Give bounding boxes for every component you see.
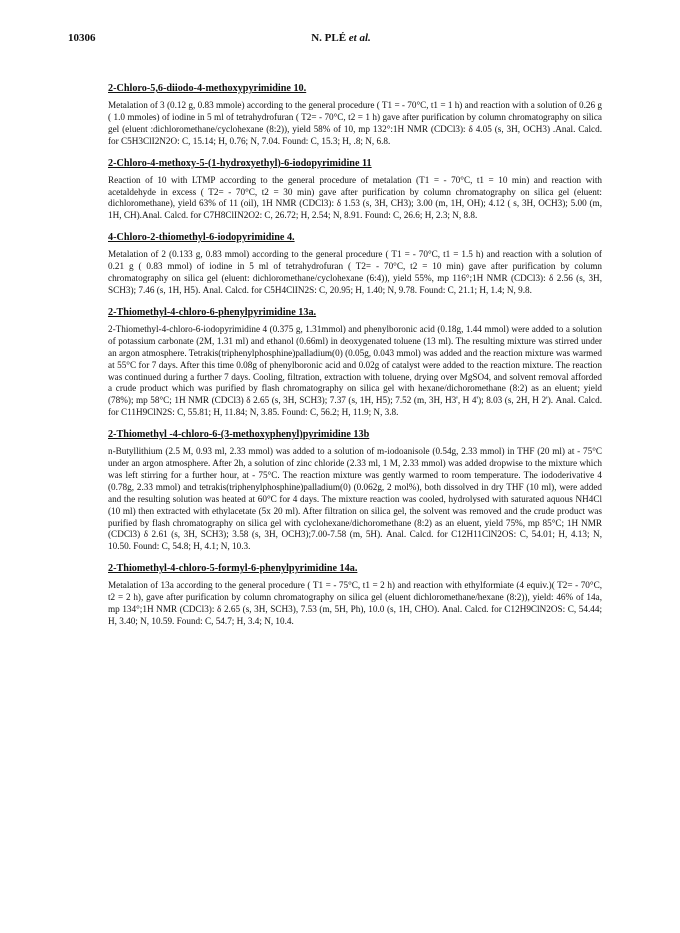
- compound-section: [108, 157, 602, 223]
- experimental-content: [108, 82, 602, 637]
- compound-section: [108, 306, 602, 419]
- section-body: Metalation of 13a according to the general procedure ( T1 = - 75°C, t1 = 2 h) and reaction with ethylformiate (4 equiv.)( T2= - 70°C, t2 = 2 h), gave after purification by column chromatography on silica gel (eluent dichloromethane/hexane (8:2)), yield: 46% of 14a, mp 134°;1H NMR (CDCl3): δ 2.65 (s, 3H, SCH3), 7.53 (m, 5H, Ph), 10.0 (s, 1H, CHO). Anal. Calcd. for C12H9ClN2OS: C, 54.44; H, 3.40; N, 10.59. Found: C, 54.7; H, 3.4; N, 10.4.: [108, 580, 602, 626]
- page-header: [68, 32, 614, 50]
- section-body: n-Butyllithium (2.5 M, 0.93 ml, 2.33 mmol) was added to a solution of m-iodoanisole (0.54g, 2.33 mmol) in THF (20 ml) at - 75°C under an argon atmosphere. After 2h, a solution of zinc chloride (2.33 ml, 1 M, 2.33 mmol) was added dropwise to the mixture which was left stirring for a further hour, at - 75°C. The reaction mixture was gently warmed to room temperature. The iododerivative 4 (0.78g, 2.33 mmol) and tetrakis(triphenylphosphine)palladium(0) (0.062g, 2 mol%), both dissolved in dry THF (10 ml), were added and the resulting solution was heated at 60°C for 4 days. The mixture reaction was cooled, hydrolysed with saturated aquous NH4Cl (10 ml) then extracted with ethylacetate (5x 20 ml). After filtration on silica gel, the solvent was removed and the crude product was purified by flash chromatography on silica gel with cyclohexane/dichoromethane (8:2) as an eluent, yield 75%, mp 85°C; 1H NMR (CDCl3) δ 2.61 (s, 3H, SCH3); 3.58 (s, 3H, OCH3);7.00-7.58 (m, 5H). Anal. Calcd. for C12H11ClN2OS: C, 54.01; H, 4.13; N, 10.50. Found: C, 54.8; H, 4.1; N, 10.3.: [108, 446, 602, 552]
- section-body: Metalation of 2 (0.133 g, 0.83 mmol) according to the general procedure ( T1 = - 70°C, t1 = 1.5 h) and reaction with a solution of 0.21 g ( 0.83 mmol) of iodine in 5 ml of tetrahydrofuran ( T2= - 70°C, t2 = 10 min) gave after purification by column chromatography on silica gel (eluent: dichloromethane/cyclohexane (6:4)), yield 55%, mp 116°;1H NMR (CDCl3): δ 2.56 (s, 3H, SCH3); 7.46 (s, 1H, H5). Anal. Calcd. for C5H4ClIN2S: C, 20.95; H, 1.40; N, 9.78. Found: C, 21.1; H, 1.4; N, 9.8.: [108, 249, 602, 295]
- section-title: 4-Chloro-2-thiomethyl-6-iodopyrimidine 4.: [108, 232, 295, 244]
- section-body: 2-Thiomethyl-4-chloro-6-iodopyrimidine 4 (0.375 g, 1.31mmol) and phenylboronic acid (0.18g, 1.44 mmol) were added to a solution of potassium carbonate (2M, 1.31 ml) and ethanol (0.66ml) in deoxygenated toluene (13 ml). The resulting mixture was stirred under an argon atmosphere. Tetrakis(triphenylphosphine)palladium(0) (0.05g, 0.043 mmol) was added and the reaction mixture was warmed at 55°C for 7 days. After this time 0.08g of phenylboronic acid and 0.02g of catalyst were added to the reaction mixture. The reaction was continued during a further 7 days. Cooling, filtration, extraction with toluene, drying over MgSO4, and solvent removal afforded a crude product which was purified by flash chromatography on silica gel with hexane/dichoromethane (8:2) as an eluent; yield (78%); mp 58°C; 1H NMR (CDCl3) δ 2.65 (s, 3H, SCH3); 7.37 (s, 1H, H5); 7.52 (m, 3H, H3', H 4'); 8.03 (s, 2H, H 2'). Anal. Calcd. for C11H9ClN2S: C, 55.81; H, 11.84; N, 3.85. Found: C, 56.2; H, 11.9; N, 3.8.: [108, 323, 602, 418]
- compound-section: [108, 428, 602, 553]
- section-title: 2-Chloro-4-methoxy-5-(1-hydroxyethyl)-6-iodopyrimidine 11: [108, 157, 372, 169]
- section-body: Reaction of 10 with LTMP according to the general procedure of metalation (T1 = - 70°C, t1 = 10 min) and reaction with acetaldehyde in excess ( T2= - 70°C, t2 = 30 min) gave after purification by column chromatography on silica gel (eluent: dichloromethane), yield 63% of 11 (oil), 1H NMR (CDCl3): δ 1.53 (s, 3H, CH3); 3.00 (m, 1H, OH); 4.12 ( s, 3H, OCH3); 5.00 (m, 1H, CH).Anal. Calcd. for C7H8ClIN2O2: C, 26.72; H, 2.54; N, 8.91. Found: C, 26.6; H, 2.3; N, 8.8.: [108, 174, 602, 221]
- page-number: 10306: [68, 32, 96, 44]
- running-head-author: N. PLÉ: [311, 32, 347, 44]
- compound-section: [108, 562, 602, 628]
- compound-section: [108, 82, 602, 148]
- section-title: 2-Thiomethyl -4-chloro-6-(3-methoxyphenyl)pyrimidine 13b: [108, 429, 370, 441]
- compound-section: [108, 231, 602, 297]
- section-body: Metalation of 3 (0.12 g, 0.83 mmole) according to the general procedure ( T1 = - 70°C, t1 = 1 h) and reaction with a solution of 0.26 g ( 1.0 mmoles) of iodine in 5 ml of tetrahydrofuran ( T2= - 70°C, t2 = 1 h) gave after purification by column chromatography on silica gel (eluent :dichloromethane/cyclohexane (8:2)), yield 58% of 10, mp 132°:1H NMR (CDCl3): δ 4.05 (s, 3H, OCH3) .Anal. Calcd. for C5H3ClI2N2O: C, 15.14; H, 0.76; N, 7.04. Found: C, 15.3; H, .8; N, 6.8.: [108, 100, 602, 146]
- section-title: 2-Thiomethyl-4-chloro-5-formyl-6-phenylpyrimidine 14a.: [108, 563, 358, 575]
- running-head: [68, 32, 614, 44]
- section-title: 2-Chloro-5,6-diiodo-4-methoxypyrimidine 10.: [108, 83, 307, 94]
- running-head-etal: et al.: [348, 32, 371, 44]
- section-title: 2-Thiomethyl-4-chloro-6-phenylpyrimidine 13a.: [108, 306, 317, 318]
